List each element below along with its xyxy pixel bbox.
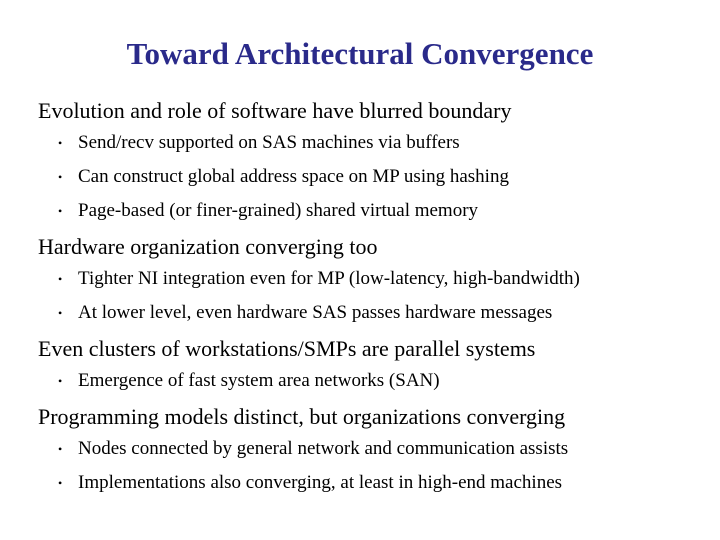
bullet-item bbox=[38, 194, 708, 228]
bullet-list bbox=[38, 364, 708, 398]
section-programming-models bbox=[38, 402, 708, 500]
bullet-item bbox=[38, 126, 708, 160]
section-heading: Evolution and role of software have blurred boundary bbox=[38, 98, 512, 123]
bullet-icon: • bbox=[58, 204, 63, 218]
bullet-list bbox=[38, 126, 708, 228]
bullet-icon: • bbox=[58, 476, 63, 490]
bullet-text: Tighter NI integration even for MP (low-latency, high-bandwidth) bbox=[78, 268, 580, 289]
bullet-item bbox=[38, 466, 708, 500]
slide-title: Toward Architectural Convergence bbox=[126, 36, 594, 71]
section-heading: Even clusters of workstations/SMPs are parallel systems bbox=[38, 336, 536, 361]
bullet-list bbox=[38, 432, 708, 500]
section-software bbox=[38, 96, 708, 228]
bullet-item bbox=[38, 262, 708, 296]
bullet-icon: • bbox=[58, 306, 63, 320]
bullet-item bbox=[38, 432, 708, 466]
bullet-icon: • bbox=[58, 442, 63, 456]
section-hardware bbox=[38, 232, 708, 330]
bullet-item bbox=[38, 364, 708, 398]
bullet-text: Page-based (or finer-grained) shared virtual memory bbox=[78, 200, 479, 221]
bullet-icon: • bbox=[58, 170, 63, 184]
slide-content bbox=[38, 96, 708, 502]
bullet-icon: • bbox=[58, 136, 63, 150]
bullet-item bbox=[38, 160, 708, 194]
section-clusters bbox=[38, 334, 708, 398]
bullet-text: Nodes connected by general network and communication assists bbox=[78, 438, 569, 459]
bullet-text: Emergence of fast system area networks (SAN) bbox=[78, 370, 440, 391]
bullet-text: At lower level, even hardware SAS passes hardware messages bbox=[78, 302, 553, 323]
section-heading: Hardware organization converging too bbox=[38, 234, 378, 259]
section-heading: Programming models distinct, but organizations converging bbox=[38, 404, 566, 429]
bullet-text: Can construct global address space on MP using hashing bbox=[78, 166, 509, 187]
bullet-list bbox=[38, 262, 708, 330]
bullet-text: Implementations also converging, at least in high-end machines bbox=[78, 472, 563, 493]
bullet-item bbox=[38, 296, 708, 330]
bullet-text: Send/recv supported on SAS machines via buffers bbox=[78, 132, 460, 153]
bullet-icon: • bbox=[58, 272, 63, 286]
bullet-icon: • bbox=[58, 374, 63, 388]
